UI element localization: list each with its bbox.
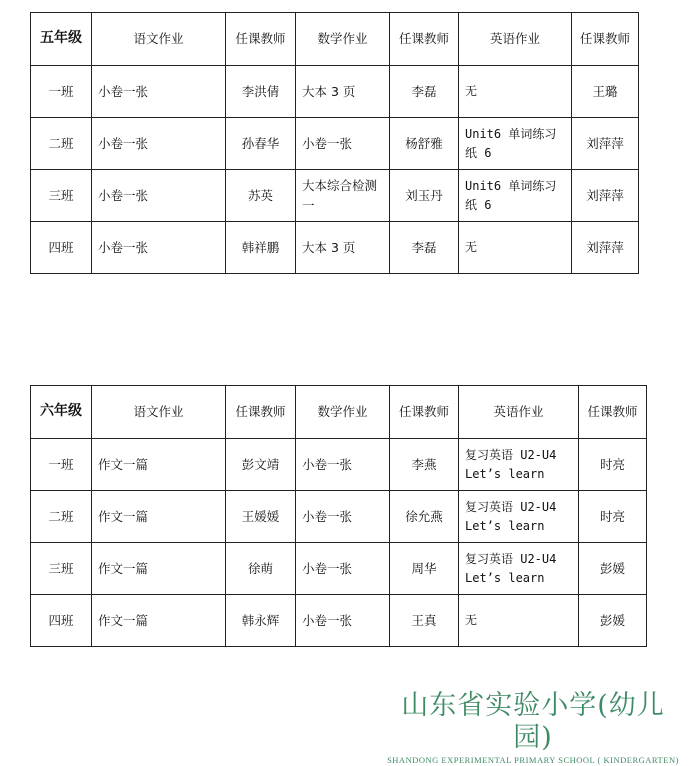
chinese-teacher: 彭文靖	[226, 439, 296, 491]
math-teacher: 周华	[390, 543, 459, 595]
table-header-row	[31, 386, 647, 439]
english-homework: 无	[459, 66, 572, 118]
class-label: 二班	[31, 491, 92, 543]
header-math-homework: 数学作业	[296, 13, 390, 66]
class-label: 三班	[31, 543, 92, 595]
math-teacher: 李磊	[390, 66, 459, 118]
math-homework: 小卷一张	[296, 118, 390, 170]
header-english-teacher: 任课教师	[572, 13, 639, 66]
class-label: 四班	[31, 222, 92, 274]
table-row	[31, 118, 639, 170]
math-teacher: 李燕	[390, 439, 459, 491]
english-homework: 复习英语 U2-U4 Let’s learn	[459, 491, 579, 543]
math-homework: 小卷一张	[296, 543, 390, 595]
english-homework: 复习英语 U2-U4 Let’s learn	[459, 439, 579, 491]
english-teacher: 时亮	[579, 491, 647, 543]
grade-label: 五年级	[31, 13, 92, 66]
chinese-teacher: 王媛媛	[226, 491, 296, 543]
class-label: 四班	[31, 595, 92, 647]
chinese-teacher: 韩祥鹏	[226, 222, 296, 274]
table-row	[31, 543, 647, 595]
chinese-homework: 作文一篇	[92, 491, 226, 543]
class-label: 一班	[31, 66, 92, 118]
school-name-english: SHANDONG EXPERIMENTAL PRIMARY SCHOOL ( KINDERGARTEN)	[387, 755, 679, 765]
english-teacher: 刘萍萍	[572, 118, 639, 170]
table-row	[31, 491, 647, 543]
chinese-teacher: 孙春华	[226, 118, 296, 170]
english-teacher: 时亮	[579, 439, 647, 491]
english-teacher: 彭媛	[579, 543, 647, 595]
chinese-homework: 作文一篇	[92, 439, 226, 491]
math-homework: 大本 3 页	[296, 66, 390, 118]
table-row	[31, 66, 639, 118]
grade6-homework-table	[30, 385, 647, 647]
header-chinese-homework: 语文作业	[92, 386, 226, 439]
chinese-homework: 作文一篇	[92, 595, 226, 647]
grade-label: 六年级	[31, 386, 92, 439]
chinese-teacher: 李洪倩	[226, 66, 296, 118]
header-english-teacher: 任课教师	[579, 386, 647, 439]
math-teacher: 李磊	[390, 222, 459, 274]
table-row	[31, 222, 639, 274]
header-chinese-teacher: 任课教师	[226, 386, 296, 439]
table-header-row	[31, 13, 639, 66]
math-homework: 大本 3 页	[296, 222, 390, 274]
english-teacher: 刘萍萍	[572, 170, 639, 222]
english-homework: Unit6 单词练习纸 6	[459, 170, 572, 222]
class-label: 一班	[31, 439, 92, 491]
english-teacher: 王璐	[572, 66, 639, 118]
chinese-teacher: 徐萌	[226, 543, 296, 595]
header-english-homework: 英语作业	[459, 386, 579, 439]
table-row	[31, 170, 639, 222]
header-chinese-homework: 语文作业	[92, 13, 226, 66]
table-row	[31, 439, 647, 491]
math-homework: 大本综合检测一	[296, 170, 390, 222]
class-label: 二班	[31, 118, 92, 170]
english-homework: 无	[459, 595, 579, 647]
math-homework: 小卷一张	[296, 491, 390, 543]
math-teacher: 刘玉丹	[390, 170, 459, 222]
chinese-teacher: 韩永辉	[226, 595, 296, 647]
english-homework: 复习英语 U2-U4 Let’s learn	[459, 543, 579, 595]
table-row	[31, 595, 647, 647]
math-teacher: 王真	[390, 595, 459, 647]
header-math-homework: 数学作业	[296, 386, 390, 439]
header-math-teacher: 任课教师	[390, 13, 459, 66]
chinese-homework: 小卷一张	[92, 170, 226, 222]
math-teacher: 杨舒雅	[390, 118, 459, 170]
chinese-homework: 小卷一张	[92, 66, 226, 118]
english-teacher: 刘萍萍	[572, 222, 639, 274]
school-name-chinese: 山东省实验小学(幼儿园)	[401, 690, 665, 753]
math-homework: 小卷一张	[296, 439, 390, 491]
class-label: 三班	[31, 170, 92, 222]
school-watermark	[383, 690, 683, 766]
header-math-teacher: 任课教师	[390, 386, 459, 439]
grade5-homework-table	[30, 12, 639, 274]
chinese-homework: 小卷一张	[92, 222, 226, 274]
chinese-homework: 小卷一张	[92, 118, 226, 170]
header-chinese-teacher: 任课教师	[226, 13, 296, 66]
math-teacher: 徐允燕	[390, 491, 459, 543]
english-homework: Unit6 单词练习纸 6	[459, 118, 572, 170]
math-homework: 小卷一张	[296, 595, 390, 647]
header-english-homework: 英语作业	[459, 13, 572, 66]
english-teacher: 彭媛	[579, 595, 647, 647]
chinese-teacher: 苏英	[226, 170, 296, 222]
chinese-homework: 作文一篇	[92, 543, 226, 595]
english-homework: 无	[459, 222, 572, 274]
